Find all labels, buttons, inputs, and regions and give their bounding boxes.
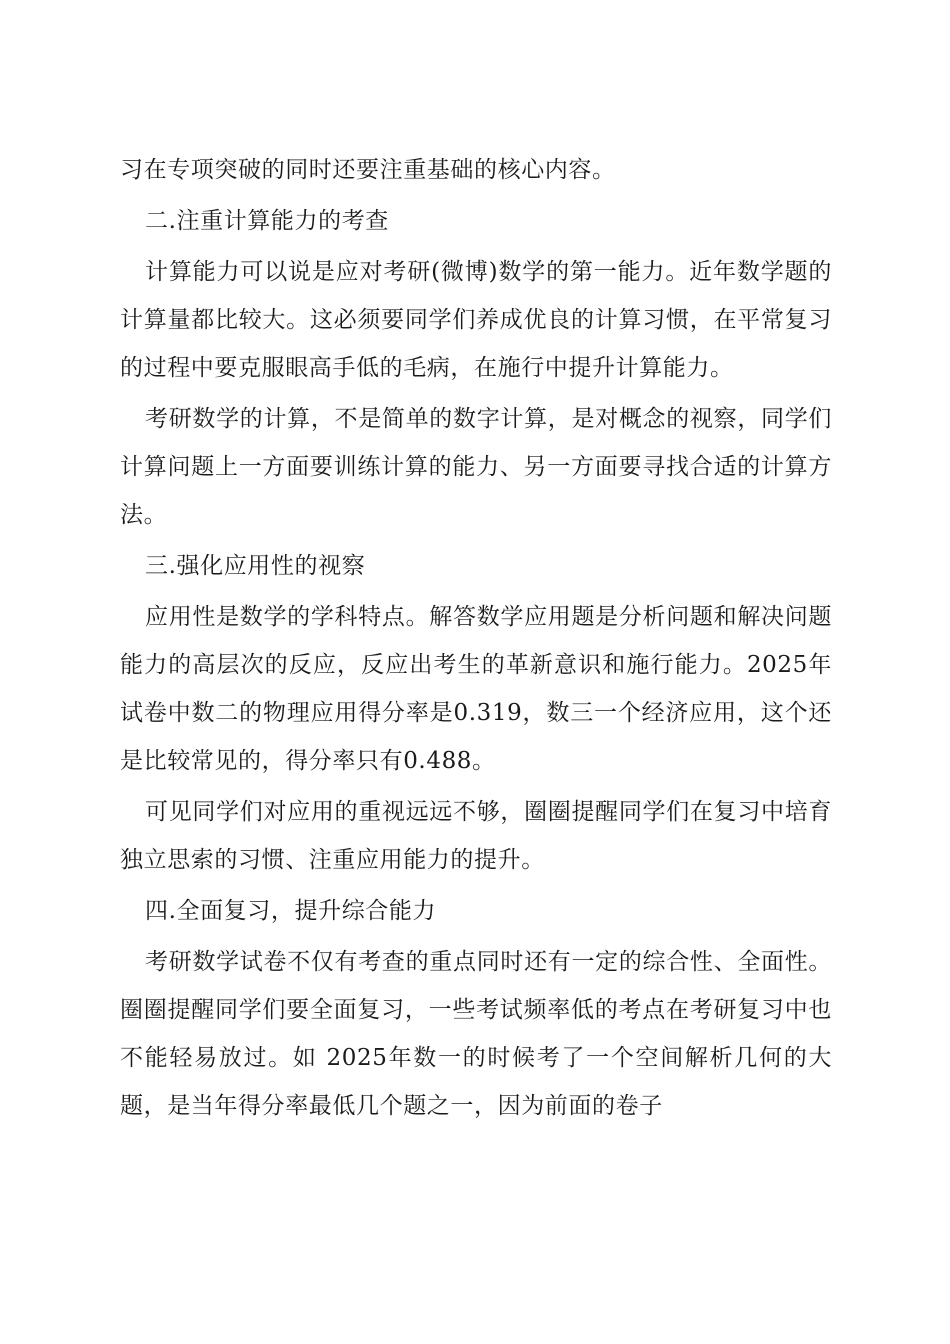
section-heading-4: 四.全面复习，提升综合能力 <box>145 898 437 924</box>
paragraph-application: 应用性是数学的学科特点。解答数学应用题是分析问题和解决问题能力的高层次的反应，反应出考生的革新意识和施行能力。2025年试卷中数二的物理应用得分率是0.319，数三一个经济应用，这个还是比较常见的，得分率只有0.488。 <box>120 604 832 774</box>
section-heading-3: 三.强化应用性的视察 <box>145 553 366 579</box>
paragraph-comprehensive-review: 考研数学试卷不仅有考查的重点同时还有一定的综合性、全面性。圈圈提醒同学们要全面复习，一些考试频率低的考点在考研复习中也不能轻易放过。如 2025年数一的时候考了一个空间解析几何的大题，是当年得分率最低几个题之一，因为前面的卷子 <box>120 949 832 1119</box>
document-page <box>120 146 832 1133</box>
paragraph-continuation: 习在专项突破的同时还要注重基础的核心内容。 <box>120 157 616 183</box>
paragraph-application-advice: 可见同学们对应用的重视远远不够，圈圈提醒同学们在复习中培育独立思索的习惯、注重应用能力的提升。 <box>120 799 832 873</box>
paragraph-calculation-method: 考研数学的计算，不是简单的数字计算，是对概念的视察，同学们计算问题上一方面要训练计算的能力、另一方面要寻找合适的计算方法。 <box>120 406 832 528</box>
section-heading-2: 二.注重计算能力的考查 <box>145 208 389 234</box>
paragraph-calculation-ability: 计算能力可以说是应对考研(微博)数学的第一能力。近年数学题的计算量都比较大。这必须要同学们养成优良的计算习惯，在平常复习的过程中要克服眼高手低的毛病，在施行中提升计算能力。 <box>120 259 832 381</box>
